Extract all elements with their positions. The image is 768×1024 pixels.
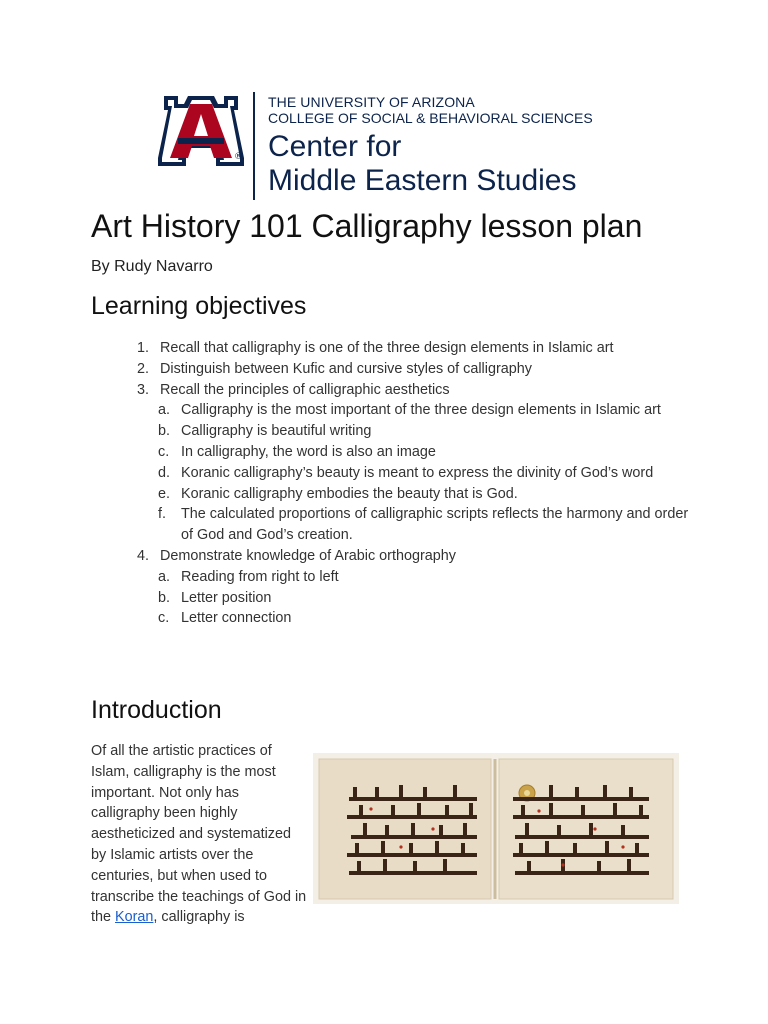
sub-list-item: d. Koranic calligraphy’s beauty is meant to express the divinity of God’s word	[158, 464, 654, 481]
sub-list-item: a. Reading from right to left	[158, 568, 339, 585]
sub-list-item: f. The calculated proportions of calligraphic scripts reflects the harmony and order of God and God’s creation.	[158, 506, 689, 544]
header-divider	[253, 92, 255, 200]
list-item: 2. Distinguish between Kufic and cursive styles of calligraphy	[137, 360, 532, 377]
center-name-line1: Center for	[268, 130, 402, 163]
author-byline: By Rudy Navarro	[91, 258, 213, 275]
college-name: COLLEGE OF SOCIAL & BEHAVIORAL SCIENCES	[268, 110, 593, 126]
sub-list-item: b. Calligraphy is beautiful writing	[158, 423, 372, 440]
sub-list-item: c. Letter connection	[158, 610, 292, 627]
registered-mark: ®	[234, 152, 243, 162]
objectives-list	[137, 338, 697, 629]
sub-list-item: e. Koranic calligraphy embodies the beauty that is God.	[158, 485, 518, 502]
kufic-manuscript-image	[313, 753, 679, 904]
document-title: Art History 101 Calligraphy lesson plan	[91, 208, 643, 244]
sub-list-item: c. In calligraphy, the word is also an image	[158, 443, 436, 460]
introduction-heading: Introduction	[91, 696, 222, 724]
university-name: THE UNIVERSITY OF ARIZONA	[268, 94, 475, 110]
introduction-paragraph: Of all the artistic practices of Islam, calligraphy is the most important. Not only has calligraphy been highly aestheticized and systematized by Islamic artists over the centuries, but when used to transcribe the teachings of God in the Koran, calligraphy is	[91, 743, 307, 926]
list-item: 3. Recall the principles of calligraphic aesthetics	[137, 381, 450, 398]
list-item: 4. Demonstrate knowledge of Arabic orthography	[137, 547, 456, 564]
institution-header	[158, 92, 618, 202]
center-name-line2: Middle Eastern Studies	[268, 164, 577, 197]
university-of-arizona-logo	[158, 94, 244, 168]
sub-list-item: a. Calligraphy is the most important of the three design elements in Islamic art	[158, 402, 661, 419]
objectives-heading: Learning objectives	[91, 292, 307, 320]
sub-list-item: b. Letter position	[158, 589, 272, 606]
list-item: 1. Recall that calligraphy is one of the three design elements in Islamic art	[137, 340, 614, 356]
koran-link[interactable]: Koran	[115, 909, 154, 926]
